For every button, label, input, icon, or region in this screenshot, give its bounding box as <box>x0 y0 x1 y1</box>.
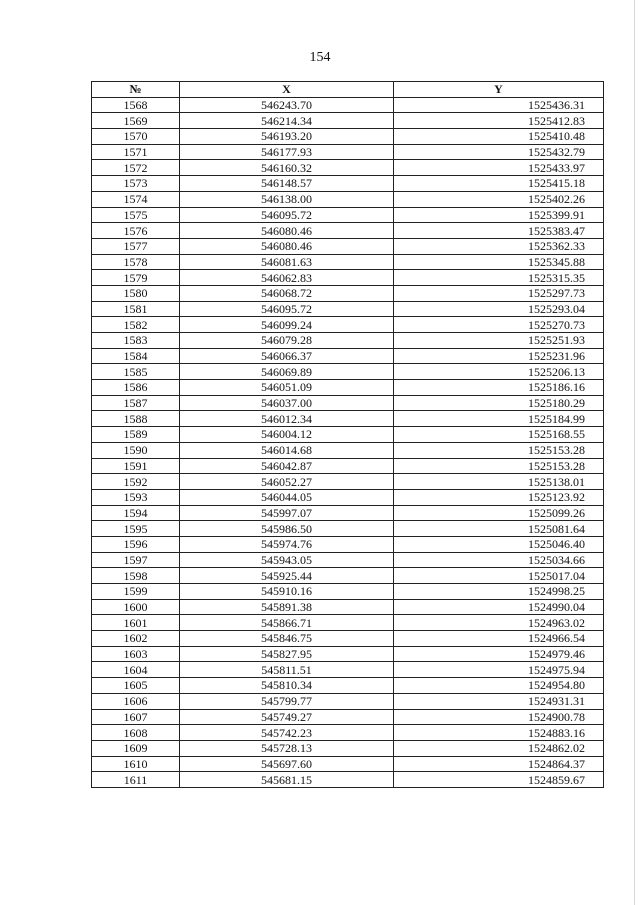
point-number-cell: 1610 <box>92 756 180 772</box>
x-coordinate-cell: 545827.95 <box>180 646 394 662</box>
y-coordinate-cell: 1525383.47 <box>394 223 604 239</box>
x-coordinate-cell: 546080.46 <box>180 223 394 239</box>
table-row <box>92 678 604 694</box>
point-number-cell: 1580 <box>92 285 180 301</box>
point-number-cell: 1574 <box>92 191 180 207</box>
y-coordinate-cell: 1525293.04 <box>394 301 604 317</box>
x-coordinate-cell: 545997.07 <box>180 505 394 521</box>
x-coordinate-cell: 545925.44 <box>180 568 394 584</box>
y-coordinate-cell: 1525206.13 <box>394 364 604 380</box>
y-coordinate-cell: 1524998.25 <box>394 584 604 600</box>
x-coordinate-cell: 546095.72 <box>180 301 394 317</box>
table-row <box>92 113 604 129</box>
x-coordinate-cell: 545810.34 <box>180 678 394 694</box>
point-number-cell: 1570 <box>92 129 180 145</box>
x-coordinate-cell: 545742.23 <box>180 725 394 741</box>
table-row <box>92 333 604 349</box>
x-coordinate-cell: 546080.46 <box>180 238 394 254</box>
table-row <box>92 599 604 615</box>
y-coordinate-cell: 1525138.01 <box>394 474 604 490</box>
table-row <box>92 285 604 301</box>
y-coordinate-cell: 1525399.91 <box>394 207 604 223</box>
table-row <box>92 552 604 568</box>
y-coordinate-cell: 1524975.94 <box>394 662 604 678</box>
x-coordinate-cell: 546214.34 <box>180 113 394 129</box>
header-y: Y <box>394 82 604 98</box>
table-row <box>92 772 604 788</box>
point-number-cell: 1611 <box>92 772 180 788</box>
point-number-cell: 1596 <box>92 536 180 552</box>
point-number-cell: 1593 <box>92 489 180 505</box>
point-number-cell: 1604 <box>92 662 180 678</box>
point-number-cell: 1579 <box>92 270 180 286</box>
y-coordinate-cell: 1525186.16 <box>394 380 604 396</box>
x-coordinate-cell: 546052.27 <box>180 474 394 490</box>
point-number-cell: 1601 <box>92 615 180 631</box>
y-coordinate-cell: 1525153.28 <box>394 458 604 474</box>
point-number-cell: 1584 <box>92 348 180 364</box>
table-row <box>92 615 604 631</box>
y-coordinate-cell: 1525231.96 <box>394 348 604 364</box>
x-coordinate-cell: 545846.75 <box>180 631 394 647</box>
table-row <box>92 725 604 741</box>
x-coordinate-cell: 546012.34 <box>180 411 394 427</box>
x-coordinate-cell: 545986.50 <box>180 521 394 537</box>
x-coordinate-cell: 546177.93 <box>180 144 394 160</box>
x-coordinate-cell: 546138.00 <box>180 191 394 207</box>
x-coordinate-cell: 546148.57 <box>180 176 394 192</box>
table-row <box>92 740 604 756</box>
table-row <box>92 756 604 772</box>
y-coordinate-cell: 1524883.16 <box>394 725 604 741</box>
point-number-cell: 1594 <box>92 505 180 521</box>
table-row <box>92 458 604 474</box>
table-row <box>92 97 604 113</box>
point-number-cell: 1589 <box>92 427 180 443</box>
y-coordinate-cell: 1525315.35 <box>394 270 604 286</box>
table-row <box>92 380 604 396</box>
y-coordinate-cell: 1524990.04 <box>394 599 604 615</box>
x-coordinate-cell: 546051.09 <box>180 380 394 396</box>
table-row <box>92 207 604 223</box>
y-coordinate-cell: 1525251.93 <box>394 333 604 349</box>
table-row <box>92 395 604 411</box>
x-coordinate-cell: 546037.00 <box>180 395 394 411</box>
y-coordinate-cell: 1525402.26 <box>394 191 604 207</box>
table-row <box>92 317 604 333</box>
table-row <box>92 631 604 647</box>
point-number-cell: 1598 <box>92 568 180 584</box>
table-row <box>92 364 604 380</box>
x-coordinate-cell: 546069.89 <box>180 364 394 380</box>
point-number-cell: 1583 <box>92 333 180 349</box>
x-coordinate-cell: 545681.15 <box>180 772 394 788</box>
point-number-cell: 1588 <box>92 411 180 427</box>
header-x: X <box>180 82 394 98</box>
y-coordinate-cell: 1525297.73 <box>394 285 604 301</box>
point-number-cell: 1581 <box>92 301 180 317</box>
point-number-cell: 1602 <box>92 631 180 647</box>
table-row <box>92 442 604 458</box>
table-row <box>92 270 604 286</box>
table-row <box>92 254 604 270</box>
x-coordinate-cell: 545697.60 <box>180 756 394 772</box>
table-header-row <box>92 82 604 98</box>
point-number-cell: 1575 <box>92 207 180 223</box>
x-coordinate-cell: 545811.51 <box>180 662 394 678</box>
point-number-cell: 1573 <box>92 176 180 192</box>
y-coordinate-cell: 1525123.92 <box>394 489 604 505</box>
point-number-cell: 1578 <box>92 254 180 270</box>
coordinates-table <box>91 81 604 788</box>
point-number-cell: 1600 <box>92 599 180 615</box>
y-coordinate-cell: 1525412.83 <box>394 113 604 129</box>
point-number-cell: 1572 <box>92 160 180 176</box>
table-body <box>92 97 604 787</box>
y-coordinate-cell: 1525081.64 <box>394 521 604 537</box>
y-coordinate-cell: 1525046.40 <box>394 536 604 552</box>
point-number-cell: 1585 <box>92 364 180 380</box>
x-coordinate-cell: 545799.77 <box>180 693 394 709</box>
table-row <box>92 693 604 709</box>
point-number-cell: 1607 <box>92 709 180 725</box>
y-coordinate-cell: 1524963.02 <box>394 615 604 631</box>
x-coordinate-cell: 545866.71 <box>180 615 394 631</box>
y-coordinate-cell: 1525436.31 <box>394 97 604 113</box>
x-coordinate-cell: 545749.27 <box>180 709 394 725</box>
y-coordinate-cell: 1524900.78 <box>394 709 604 725</box>
table-row <box>92 536 604 552</box>
point-number-cell: 1595 <box>92 521 180 537</box>
y-coordinate-cell: 1524859.67 <box>394 772 604 788</box>
table-row <box>92 709 604 725</box>
y-coordinate-cell: 1525168.55 <box>394 427 604 443</box>
y-coordinate-cell: 1525017.04 <box>394 568 604 584</box>
x-coordinate-cell: 545910.16 <box>180 584 394 600</box>
table-row <box>92 348 604 364</box>
table-row <box>92 568 604 584</box>
x-coordinate-cell: 546068.72 <box>180 285 394 301</box>
point-number-cell: 1592 <box>92 474 180 490</box>
point-number-cell: 1608 <box>92 725 180 741</box>
point-number-cell: 1597 <box>92 552 180 568</box>
x-coordinate-cell: 545974.76 <box>180 536 394 552</box>
table-row <box>92 160 604 176</box>
point-number-cell: 1603 <box>92 646 180 662</box>
table-row <box>92 129 604 145</box>
x-coordinate-cell: 545728.13 <box>180 740 394 756</box>
x-coordinate-cell: 546004.12 <box>180 427 394 443</box>
y-coordinate-cell: 1525345.88 <box>394 254 604 270</box>
x-coordinate-cell: 546081.63 <box>180 254 394 270</box>
y-coordinate-cell: 1525415.18 <box>394 176 604 192</box>
y-coordinate-cell: 1525270.73 <box>394 317 604 333</box>
x-coordinate-cell: 546062.83 <box>180 270 394 286</box>
point-number-cell: 1587 <box>92 395 180 411</box>
point-number-cell: 1569 <box>92 113 180 129</box>
y-coordinate-cell: 1525362.33 <box>394 238 604 254</box>
point-number-cell: 1605 <box>92 678 180 694</box>
scan-edge-line <box>634 0 635 905</box>
table-row <box>92 301 604 317</box>
table-row <box>92 427 604 443</box>
x-coordinate-cell: 546044.05 <box>180 489 394 505</box>
table-row <box>92 584 604 600</box>
y-coordinate-cell: 1524862.02 <box>394 740 604 756</box>
table-row <box>92 411 604 427</box>
table-row <box>92 191 604 207</box>
point-number-cell: 1599 <box>92 584 180 600</box>
x-coordinate-cell: 546066.37 <box>180 348 394 364</box>
point-number-cell: 1591 <box>92 458 180 474</box>
y-coordinate-cell: 1525432.79 <box>394 144 604 160</box>
x-coordinate-cell: 545943.05 <box>180 552 394 568</box>
y-coordinate-cell: 1524954.80 <box>394 678 604 694</box>
table-row <box>92 223 604 239</box>
y-coordinate-cell: 1525410.48 <box>394 129 604 145</box>
y-coordinate-cell: 1524931.31 <box>394 693 604 709</box>
point-number-cell: 1576 <box>92 223 180 239</box>
x-coordinate-cell: 546160.32 <box>180 160 394 176</box>
point-number-cell: 1586 <box>92 380 180 396</box>
y-coordinate-cell: 1525184.99 <box>394 411 604 427</box>
x-coordinate-cell: 546079.28 <box>180 333 394 349</box>
table-row <box>92 662 604 678</box>
table-row <box>92 238 604 254</box>
point-number-cell: 1606 <box>92 693 180 709</box>
y-coordinate-cell: 1524966.54 <box>394 631 604 647</box>
point-number-cell: 1568 <box>92 97 180 113</box>
y-coordinate-cell: 1525433.97 <box>394 160 604 176</box>
y-coordinate-cell: 1524979.46 <box>394 646 604 662</box>
point-number-cell: 1577 <box>92 238 180 254</box>
y-coordinate-cell: 1525153.28 <box>394 442 604 458</box>
point-number-cell: 1582 <box>92 317 180 333</box>
point-number-cell: 1590 <box>92 442 180 458</box>
table-row <box>92 521 604 537</box>
table-row <box>92 505 604 521</box>
x-coordinate-cell: 546014.68 <box>180 442 394 458</box>
x-coordinate-cell: 546095.72 <box>180 207 394 223</box>
x-coordinate-cell: 546099.24 <box>180 317 394 333</box>
x-coordinate-cell: 546042.87 <box>180 458 394 474</box>
table-row <box>92 646 604 662</box>
table-row <box>92 144 604 160</box>
y-coordinate-cell: 1525099.26 <box>394 505 604 521</box>
point-number-cell: 1571 <box>92 144 180 160</box>
table-row <box>92 176 604 192</box>
x-coordinate-cell: 546243.70 <box>180 97 394 113</box>
page-number: 154 <box>309 50 331 65</box>
y-coordinate-cell: 1524864.37 <box>394 756 604 772</box>
table-row <box>92 489 604 505</box>
x-coordinate-cell: 546193.20 <box>180 129 394 145</box>
x-coordinate-cell: 545891.38 <box>180 599 394 615</box>
table-row <box>92 474 604 490</box>
header-number: № <box>92 82 180 98</box>
y-coordinate-cell: 1525180.29 <box>394 395 604 411</box>
y-coordinate-cell: 1525034.66 <box>394 552 604 568</box>
point-number-cell: 1609 <box>92 740 180 756</box>
